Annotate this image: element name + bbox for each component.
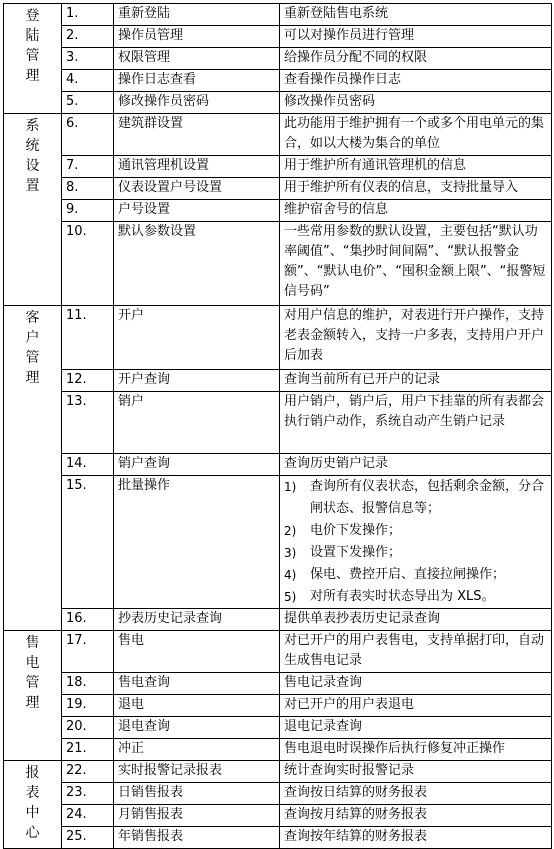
row-number: 25. [62, 827, 114, 849]
feature-name: 月销售报表 [114, 805, 280, 827]
feature-description: 售电退电时误操作后执行修复冲正操作 [280, 739, 552, 761]
function-table [3, 3, 552, 849]
row-number: 16. [62, 609, 114, 631]
list-item-number: 2) [284, 524, 297, 538]
row-number: 17. [62, 631, 114, 673]
list-item-text: 设置下发操作； [310, 545, 402, 560]
feature-description: 用户销户，销户后，用户下挂靠的所有表都会执行销户动作，系统自动产生销户记录 [280, 392, 552, 454]
list-item [284, 520, 547, 542]
table-row [4, 92, 552, 114]
row-number: 4. [62, 70, 114, 92]
row-number: 22. [62, 761, 114, 783]
table-row [4, 26, 552, 48]
row-number: 10. [62, 222, 114, 306]
row-number: 20. [62, 717, 114, 739]
feature-name: 操作日志查看 [114, 70, 280, 92]
table-row [4, 631, 552, 673]
table-row [4, 454, 552, 476]
feature-name: 建筑群设置 [114, 114, 280, 156]
feature-description: 查询按日结算的财务报表 [280, 783, 552, 805]
category-cell [4, 4, 62, 114]
feature-description: 对已开户的用户表售电，支持单据打印，自动生成售电记录 [280, 631, 552, 673]
feature-description: 可以对操作员进行管理 [280, 26, 552, 48]
table-row [4, 827, 552, 849]
feature-description: 售电记录查询 [280, 673, 552, 695]
category-label: 售电管理 [25, 635, 40, 711]
table-row [4, 673, 552, 695]
list-item-text: 保电、费控开启、直接拉闸操作； [310, 567, 506, 582]
table-row [4, 717, 552, 739]
list-item [284, 564, 547, 586]
feature-description: 查看操作员操作日志 [280, 70, 552, 92]
feature-name: 仪表设置户号设置 [114, 178, 280, 200]
feature-description: 对用户信息的维护，对表进行开户操作，支持老表金额转入，支持一户多表，支持用户开户后加表 [280, 306, 552, 370]
feature-description: 修改操作员密码 [280, 92, 552, 114]
feature-name: 日销售报表 [114, 783, 280, 805]
table-row [4, 4, 552, 26]
feature-description: 对已开户的用户表退电 [280, 695, 552, 717]
feature-name: 开户 [114, 306, 280, 370]
row-number: 8. [62, 178, 114, 200]
feature-description: 维护宿舍号的信息 [280, 200, 552, 222]
feature-name: 退电查询 [114, 717, 280, 739]
category-cell [4, 761, 62, 849]
category-label: 报表中心 [25, 765, 40, 841]
table-row [4, 392, 552, 454]
table-row [4, 70, 552, 92]
table-row [4, 306, 552, 370]
feature-name: 重新登陆 [114, 4, 280, 26]
row-number: 1. [62, 4, 114, 26]
row-number: 18. [62, 673, 114, 695]
row-number: 11. [62, 306, 114, 370]
feature-description: 退电记录查询 [280, 717, 552, 739]
row-number: 9. [62, 200, 114, 222]
feature-name: 户号设置 [114, 200, 280, 222]
table-row [4, 178, 552, 200]
list-item [284, 542, 547, 564]
feature-description: 重新登陆售电系统 [280, 4, 552, 26]
table-row [4, 805, 552, 827]
feature-name: 抄表历史记录查询 [114, 609, 280, 631]
table-row [4, 114, 552, 156]
table-row [4, 783, 552, 805]
feature-description: 查询当前所有已开户的记录 [280, 370, 552, 392]
table-row [4, 222, 552, 306]
feature-name: 售电查询 [114, 673, 280, 695]
list-item-text: 对所有表实时状态导出为 XLS。 [310, 589, 495, 604]
row-number: 24. [62, 805, 114, 827]
feature-description: 统计查询实时报警记录 [280, 761, 552, 783]
feature-name: 年销售报表 [114, 827, 280, 849]
feature-description: 查询按年结算的财务报表 [280, 827, 552, 849]
function-table-sheet [3, 3, 551, 849]
feature-name: 售电 [114, 631, 280, 673]
table-row [4, 761, 552, 783]
list-item-number: 5) [284, 590, 297, 604]
row-number: 12. [62, 370, 114, 392]
feature-description: 用于维护所有仪表的信息，支持批量导入 [280, 178, 552, 200]
feature-name: 权限管理 [114, 48, 280, 70]
list-item-number: 1) [284, 480, 297, 494]
category-cell [4, 631, 62, 761]
table-row [4, 156, 552, 178]
list-item-text: 查询所有仪表状态，包括剩余金额，分合闸状态、报警信息等； [310, 479, 545, 516]
category-cell [4, 114, 62, 306]
feature-description: 查询历史销户记录 [280, 454, 552, 476]
batch-operation-list [284, 476, 547, 608]
list-item-number: 3) [284, 546, 297, 560]
table-row [4, 48, 552, 70]
feature-name: 操作员管理 [114, 26, 280, 48]
list-item [284, 586, 547, 608]
feature-description: 给操作员分配不同的权限 [280, 48, 552, 70]
category-cell [4, 306, 62, 631]
row-number: 6. [62, 114, 114, 156]
category-label: 系统设置 [25, 118, 40, 194]
feature-name: 批量操作 [114, 476, 280, 609]
feature-name: 实时报警记录报表 [114, 761, 280, 783]
table-row [4, 739, 552, 761]
feature-name: 开户查询 [114, 370, 280, 392]
feature-description: 提供单表抄表历史记录查询 [280, 609, 552, 631]
function-table-body [4, 4, 552, 849]
row-number: 2. [62, 26, 114, 48]
table-row [4, 695, 552, 717]
row-number: 13. [62, 392, 114, 454]
feature-description: 用于维护所有通讯管理机的信息 [280, 156, 552, 178]
feature-name: 退电 [114, 695, 280, 717]
table-row [4, 609, 552, 631]
feature-name: 销户查询 [114, 454, 280, 476]
feature-name: 冲正 [114, 739, 280, 761]
row-number: 14. [62, 454, 114, 476]
feature-description: 此功能用于维护拥有一个或多个用电单元的集合，如以大楼为集合的单位 [280, 114, 552, 156]
table-row [4, 476, 552, 609]
row-number: 7. [62, 156, 114, 178]
row-number: 5. [62, 92, 114, 114]
row-number: 23. [62, 783, 114, 805]
category-label: 客户管理 [25, 310, 40, 386]
table-row [4, 200, 552, 222]
row-number: 21. [62, 739, 114, 761]
feature-name: 默认参数设置 [114, 222, 280, 306]
list-item-number: 4) [284, 568, 297, 582]
feature-description: 一些常用参数的默认设置，主要包括“默认功率阈值”、“集抄时间间隔”、“默认报警金额”、“默认电价”、“囤积金额上限”、“报警短信号码” [280, 222, 552, 306]
list-item [284, 476, 547, 520]
row-number: 19. [62, 695, 114, 717]
feature-name: 通讯管理机设置 [114, 156, 280, 178]
row-number: 3. [62, 48, 114, 70]
category-label: 登陆管理 [25, 8, 40, 84]
list-item-text: 电价下发操作； [310, 523, 402, 538]
feature-description: 查询按月结算的财务报表 [280, 805, 552, 827]
row-number: 15. [62, 476, 114, 609]
feature-description [280, 476, 552, 609]
feature-name: 销户 [114, 392, 280, 454]
feature-name: 修改操作员密码 [114, 92, 280, 114]
table-row [4, 370, 552, 392]
